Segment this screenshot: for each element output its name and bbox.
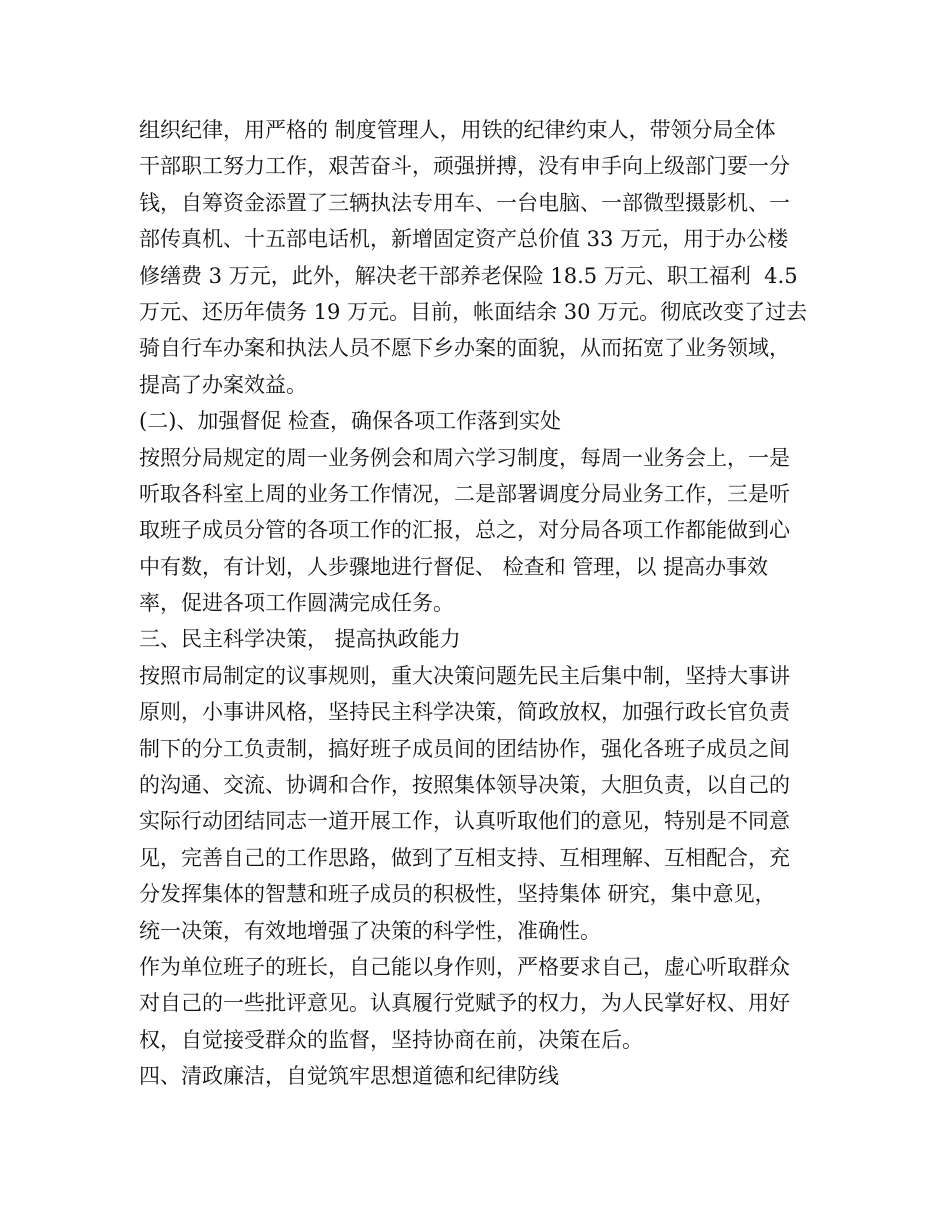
paragraph-line: 见，完善自己的工作思路，做到了互相支持、互相理解、互相配合，充 (139, 845, 790, 870)
paragraph-line: 实际行动团结同志一道开展工作，认真听取他们的意见，特别是不同意 (139, 809, 790, 834)
paragraph-line: 统一决策，有效地增强了决策的科学性，准确性。 (139, 918, 601, 943)
paragraph-line: 骑自行车办案和执法人员不愿下乡办案的面貌，从而拓宽了业务领域， (139, 336, 790, 361)
document-body (139, 112, 819, 1095)
paragraph-line: 听取各科室上周的业务工作情况，二是部署调度分局业务工作，三是听 (139, 481, 790, 506)
paragraph-line: 的沟通、交流、协调和合作，按照集体领导决策，大胆负责，以自己的 (139, 773, 790, 798)
paragraph-line: 对自己的一些批评意见。认真履行党赋予的权力，为人民掌好权、用好 (139, 991, 790, 1016)
paragraph-line: 分发挥集体的智慧和班子成员的积极性，坚持集体 研究，集中意见， (139, 882, 776, 907)
paragraph-line: 作为单位班子的班长，自己能以身作则，严格要求自己，虚心听取群众 (139, 954, 790, 979)
paragraph-line: 部传真机、十五部电话机，新增固定资产总价值 33 万元，用于办公楼 (139, 227, 789, 252)
paragraph-line: 按照市局制定的议事规则，重大决策问题先民主后集中制，坚持大事讲 (139, 663, 790, 688)
paragraph-line: 万元、还历年债务 19 万元。目前，帐面结余 30 万元。彻底改变了过去 (139, 299, 808, 324)
paragraph-line: 原则，小事讲风格，坚持民主科学决策，简政放权，加强行政长官负责 (139, 700, 790, 725)
paragraph-line: 率，促进各项工作圆满完成任务。 (139, 591, 454, 616)
section-heading: 三、民主科学决策， 提高执政能力 (139, 627, 461, 652)
paragraph-line: 组织纪律，用严格的 制度管理人，用铁的纪律约束人，带领分局全体 (139, 118, 776, 142)
paragraph-line: 中有数，有计划，人步骤地进行督促、 检查和 管理，以 提高办事效 (139, 554, 769, 579)
paragraph-line: 取班子成员分管的各项工作的汇报，总之，对分局各项工作都能做到心 (139, 518, 790, 543)
paragraph-line: 钱，自筹资金添置了三辆执法专用车、一台电脑、一部微型摄影机、一 (139, 190, 790, 215)
paragraph-line: 权，自觉接受群众的监督，坚持协商在前，决策在后。 (139, 1027, 643, 1052)
paragraph-line: 修缮费 3 万元，此外，解决老干部养老保险 18.5 万元、职工福利 4.5 (139, 263, 798, 288)
section-heading: (二)、加强督促 检查，确保各项工作落到实处 (139, 409, 562, 434)
paragraph-line: 按照分局规定的周一业务例会和周六学习制度，每周一业务会上，一是 (139, 445, 790, 470)
paragraph-line: 提高了办案效益。 (139, 372, 307, 397)
paragraph-line: 制下的分工负责制，搞好班子成员间的团结协作，强化各班子成员之间 (139, 736, 790, 761)
paragraph-line: 干部职工努力工作，艰苦奋斗，顽强拼搏，没有申手向上级部门要一分 (139, 154, 790, 179)
section-heading: 四、清政廉洁，自觉筑牢思想道德和纪律防线 (139, 1064, 559, 1089)
